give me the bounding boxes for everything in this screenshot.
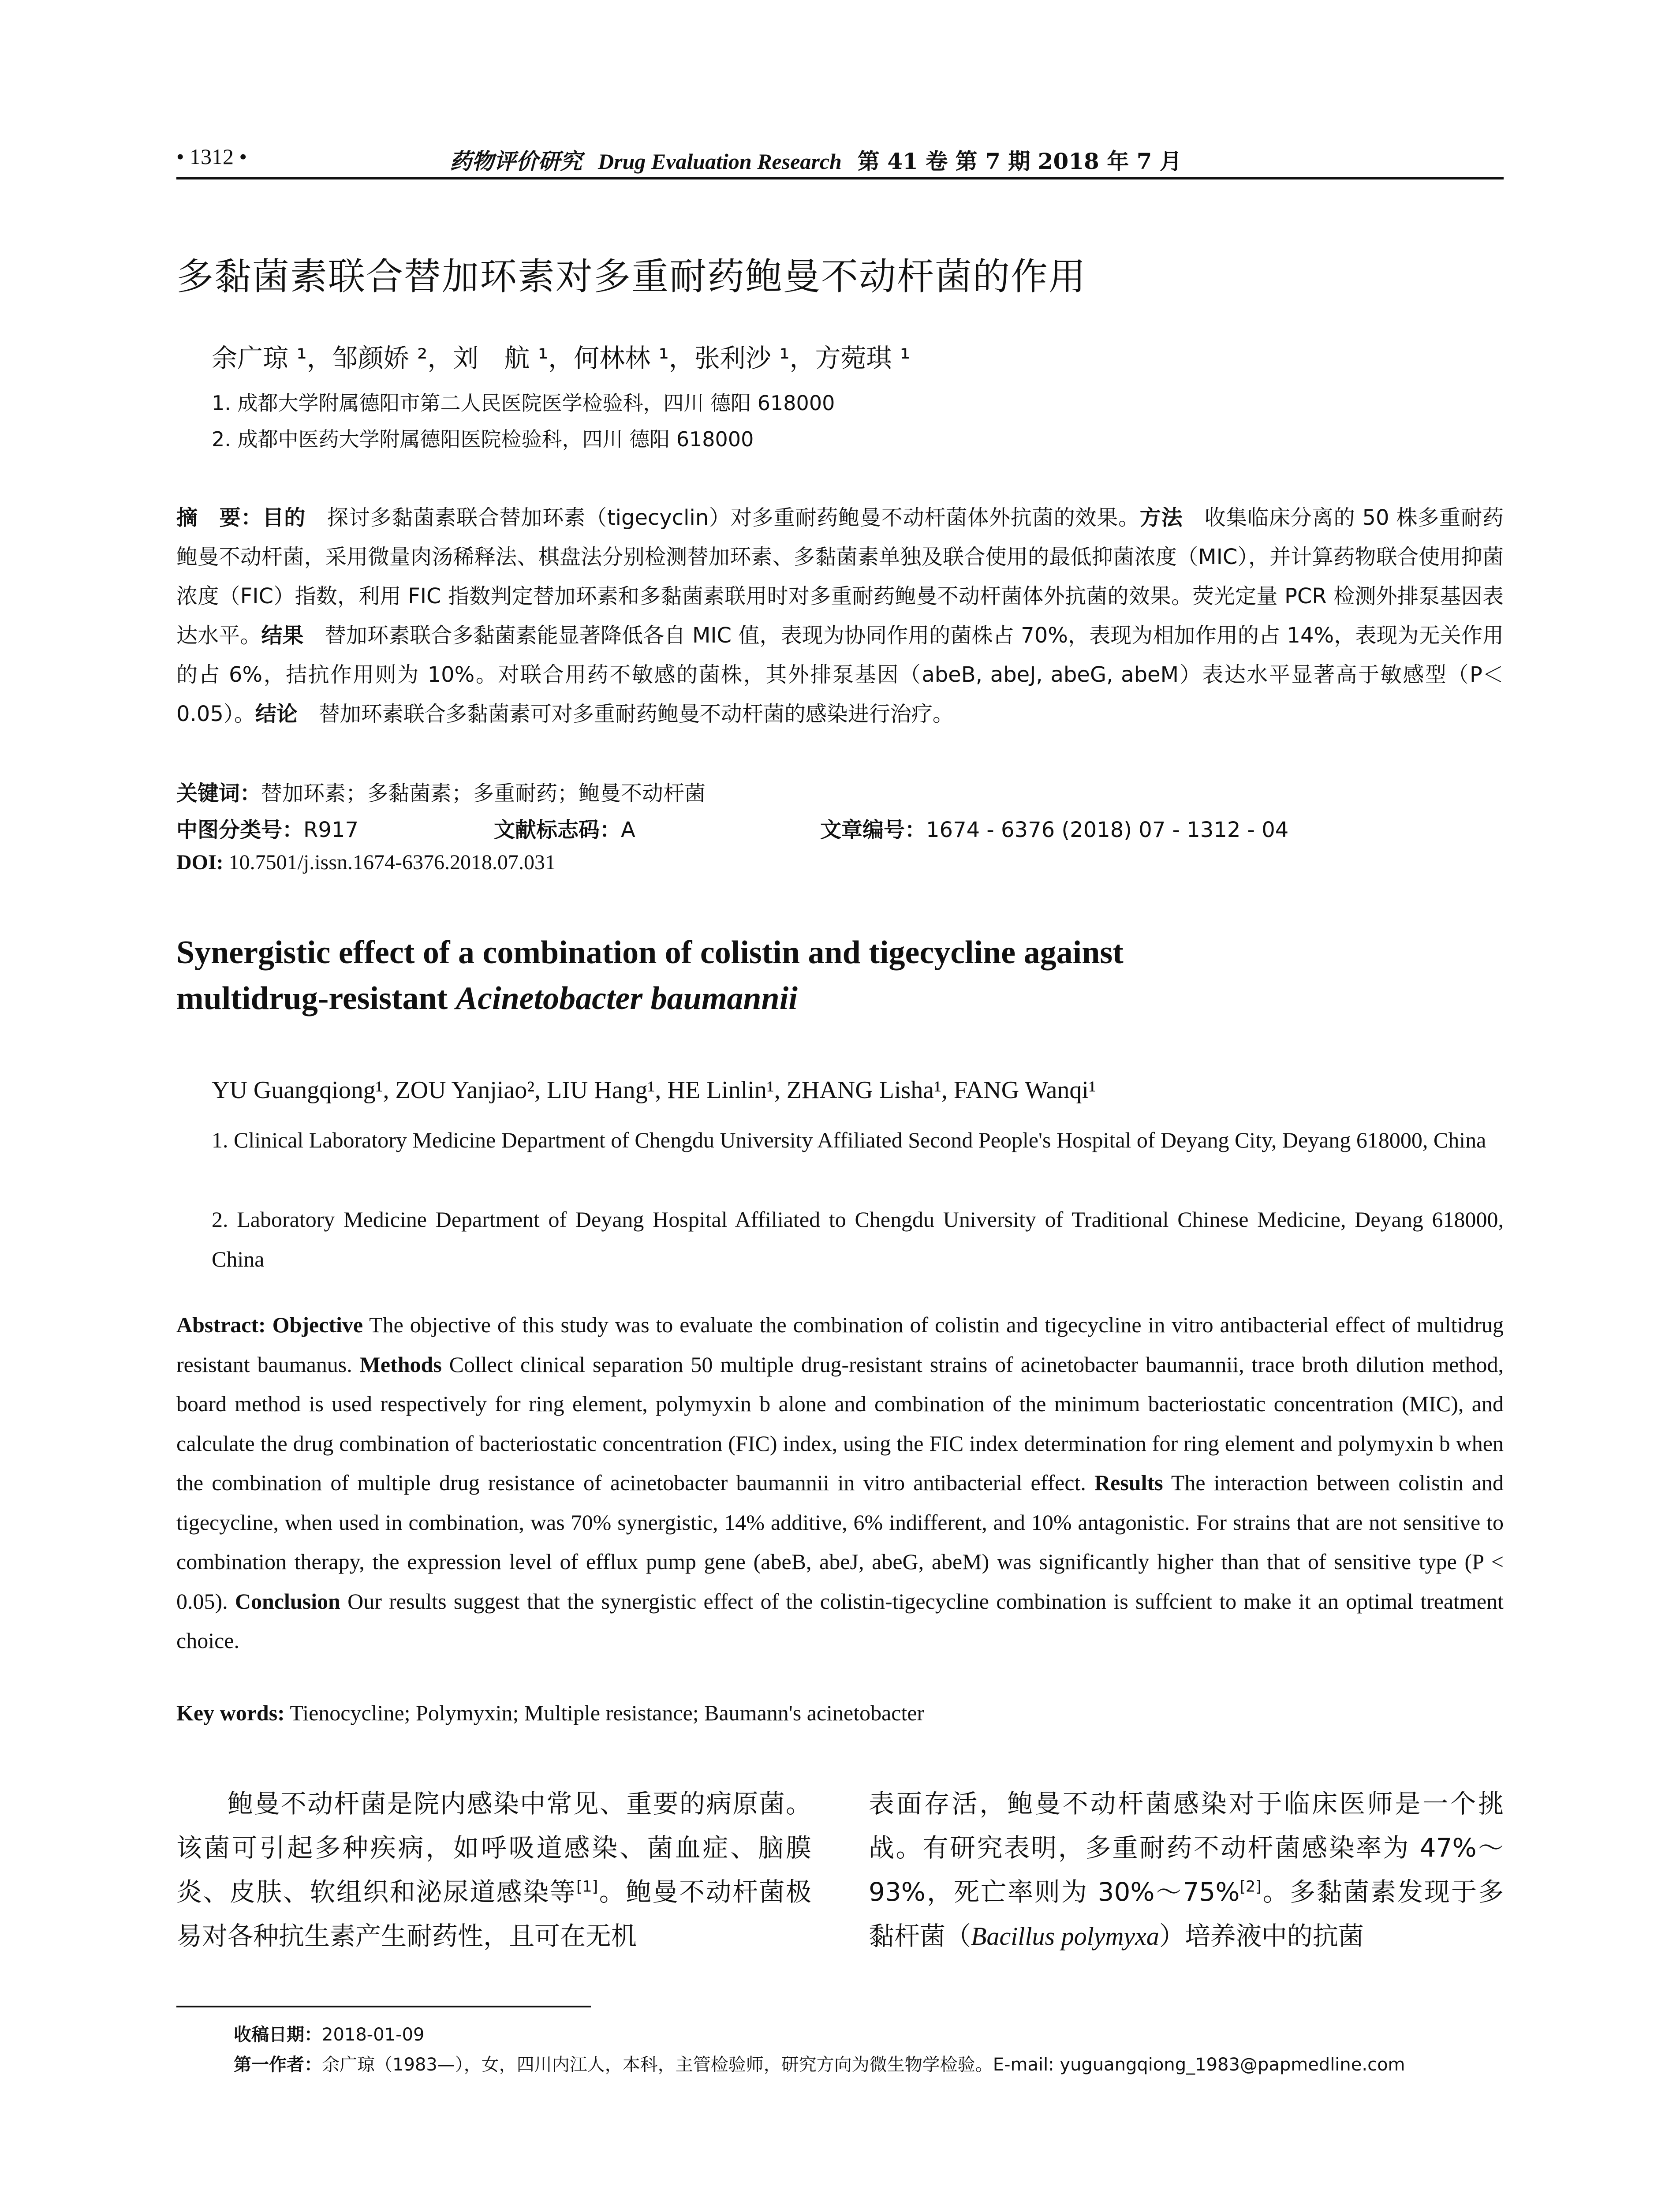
results-cn-label: 结果 — [261, 623, 304, 648]
conclusion-en: Our results suggest that the synergistic effect of the colistin-tigecycline combination is suffcient to make it an optimal treatment choice. — [176, 1588, 1504, 1653]
results-en: The interaction between colistin and tigecycline, when used in combination, was 70% synergistic, 14% additive, 6% indifferent, and 10% antagonistic. For strains that are not sensitive to combination therapy, the expression level of efflux pump gene (abeB, abeJ, abeG, abeM) was significantly higher than that of sensitive type (P < 0.05). — [176, 1470, 1504, 1614]
methods-en: Collect clinical separation 50 multiple drug-resistant strains of acinetobacter baumannii, trace broth dilution method, board method is used respectively for ring element, polymyxin b alone and combination of the minimum bacteriostatic concentration (MIC), and calculate the drug combination of bacteriostatic concentration (FIC) index, using the FIC index determination for ring element and polymyxin b when the combination of multiple drug resistance of acinetobacter baumannii in vitro antibacterial effect. — [176, 1352, 1504, 1495]
methods-en-label: Methods — [359, 1352, 442, 1377]
affiliation-en-2: 2. Laboratory Medicine Department of Deyang Hospital Affiliated to Chengdu University of Traditional Chinese Medicine, Deyang 618000, China — [212, 1207, 1504, 1271]
methods-cn-label: 方法 — [1139, 505, 1183, 530]
page-number: • 1312 • — [176, 144, 247, 169]
footnote-first-author: 第一作者：余广琼（1983—），女，四川内江人，本科，主管检验师，研究方向为微生物学检验。E-mail: yuguangqiong_1983@papmedline.com — [234, 2055, 1405, 2075]
objective-cn-label: 目的 — [262, 505, 306, 530]
abstract-en-label: Abstract: — [176, 1312, 266, 1337]
footnote-received: 收稿日期：2018-01-09 — [234, 2025, 425, 2045]
abstract-cn — [176, 498, 1504, 734]
clc-number: 中图分类号：R917 — [176, 818, 358, 842]
conclusion-cn: 替加环素联合多黏菌素可对多重耐药鲍曼不动杆菌的感染进行治疗。 — [297, 702, 954, 726]
keywords-cn-text: 替加环素；多黏菌素；多重耐药；鲍曼不动杆菌 — [261, 781, 706, 806]
title-en-line1: Synergistic effect of a combination of colistin and tigecycline against — [176, 934, 1124, 971]
title-cn: 多黏菌素联合替加环素对多重耐药鲍曼不动杆菌的作用 — [176, 255, 1087, 298]
header-rule — [176, 177, 1504, 179]
objective-cn: 探讨多黏菌素联合替加环素（tigecyclin）对多重耐药鲍曼不动杆菌体外抗菌的效果。 — [306, 505, 1140, 530]
abstract-en — [176, 1305, 1504, 1661]
abstract-cn-label: 摘 要： — [176, 505, 263, 530]
keywords-cn — [176, 776, 706, 807]
journal-name-en: Drug Evaluation Research — [598, 149, 842, 174]
results-en-label: Results — [1094, 1470, 1163, 1495]
results-cn: 替加环素联合多黏菌素能显著降低各自 MIC 值，表现为协同作用的菌株占 70%，表现为相加作用的占 14%，表现为无关作用的占 6%，拮抗作用则为 10%。对联合用药不敏感的菌株，其外排泵基因（abeB, abeJ, abeG, abeM）表达水平显著高于敏感型（P＜0.05）。 — [176, 623, 1504, 726]
running-header — [176, 140, 1504, 178]
document-code: 文献标志码：A — [494, 818, 635, 842]
methods-cn: 收集临床分离的 50 株多重耐药鲍曼不动杆菌，采用微量肉汤稀释法、棋盘法分别检测替加环素、多黏菌素单独及联合使用的最低抑菌浓度（MIC），并计算药物联合使用抑菌浓度（FIC）指数，利用 FIC 指数判定替加环素和多黏菌素联用时对多重耐药鲍曼不动杆菌体外抗菌的效果。荧光定量 PCR 检测外排泵基因表达水平。 — [176, 505, 1504, 648]
keywords-cn-label: 关键词： — [176, 781, 261, 806]
doi-value: 10.7501/j.issn.1674-6376.2018.07.031 — [223, 851, 556, 874]
doi — [176, 850, 556, 875]
affiliation-cn-1: 1. 成都大学附属德阳市第二人民医院医学检验科，四川 德阳 618000 — [212, 391, 835, 415]
objective-en: The objective of this study was to evaluate the combination of colistin and tigecycline in vitro antibacterial effect of multidrug resistant baumanus. — [176, 1312, 1504, 1377]
authors-en: YU Guangqiong¹, ZOU Yanjiao², LIU Hang¹, HE Linlin¹, ZHANG Lisha¹, FANG Wanqi¹ — [212, 1076, 1096, 1104]
article-id: 文章编号：1674 - 6376 (2018) 07 - 1312 - 04 — [820, 818, 1289, 842]
objective-en-label: Objective — [272, 1312, 363, 1337]
keywords-en — [176, 1700, 924, 1726]
authors-cn: 余广琼 ¹，邹颜娇 ²，刘 航 ¹，何林林 ¹，张利沙 ¹，方菀琪 ¹ — [212, 343, 911, 373]
title-en — [176, 930, 1504, 1021]
affiliation-en-1: 1. Clinical Laboratory Medicine Department of Chengdu University Affiliated Second People's Hospital of Deyang City, Deyang 618000, China — [212, 1128, 1486, 1152]
body-column-left: 鲍曼不动杆菌是院内感染中常见、重要的病原菌。该菌可引起多种疾病，如呼吸道感染、菌血症、脑膜炎、皮肤、软组织和泌尿道感染等[1]。鲍曼不动杆菌极易对各种抗生素产生耐药性，且可在无机 — [176, 1789, 811, 1951]
keywords-en-label: Key words: — [176, 1700, 285, 1725]
conclusion-cn-label: 结论 — [255, 702, 298, 726]
citation-2: [2] — [1239, 1878, 1262, 1896]
title-en-line2: multidrug-resistant Acinetobacter baumannii — [176, 980, 798, 1017]
affiliation-cn-2: 2. 成都中医药大学附属德阳医院检验科，四川 德阳 618000 — [212, 427, 754, 451]
keywords-en-text: Tienocycline; Polymyxin; Multiple resistance; Baumann's acinetobacter — [284, 1700, 925, 1725]
species-name: Bacillus polymyxa — [971, 1922, 1159, 1951]
journal-logo-cn: 药物评价研究 — [450, 148, 582, 174]
body-column-right: 表面存活，鲍曼不动杆菌感染对于临床医师是一个挑战。有研究表明，多重耐药不动杆菌感染率为 47%～93%，死亡率则为 30%～75%[2]。多黏菌素发现于多黏杆菌（Bacillus polymyxa）培养液中的抗菌 — [869, 1789, 1504, 1951]
footnote-rule — [176, 2006, 591, 2007]
doi-label: DOI: — [176, 851, 224, 874]
journal-line — [450, 144, 1376, 176]
issue-info: 第 41 卷 第 7 期 2018 年 7 月 — [857, 148, 1182, 174]
citation-1: [1] — [576, 1878, 598, 1896]
conclusion-en-label: Conclusion — [235, 1588, 340, 1614]
